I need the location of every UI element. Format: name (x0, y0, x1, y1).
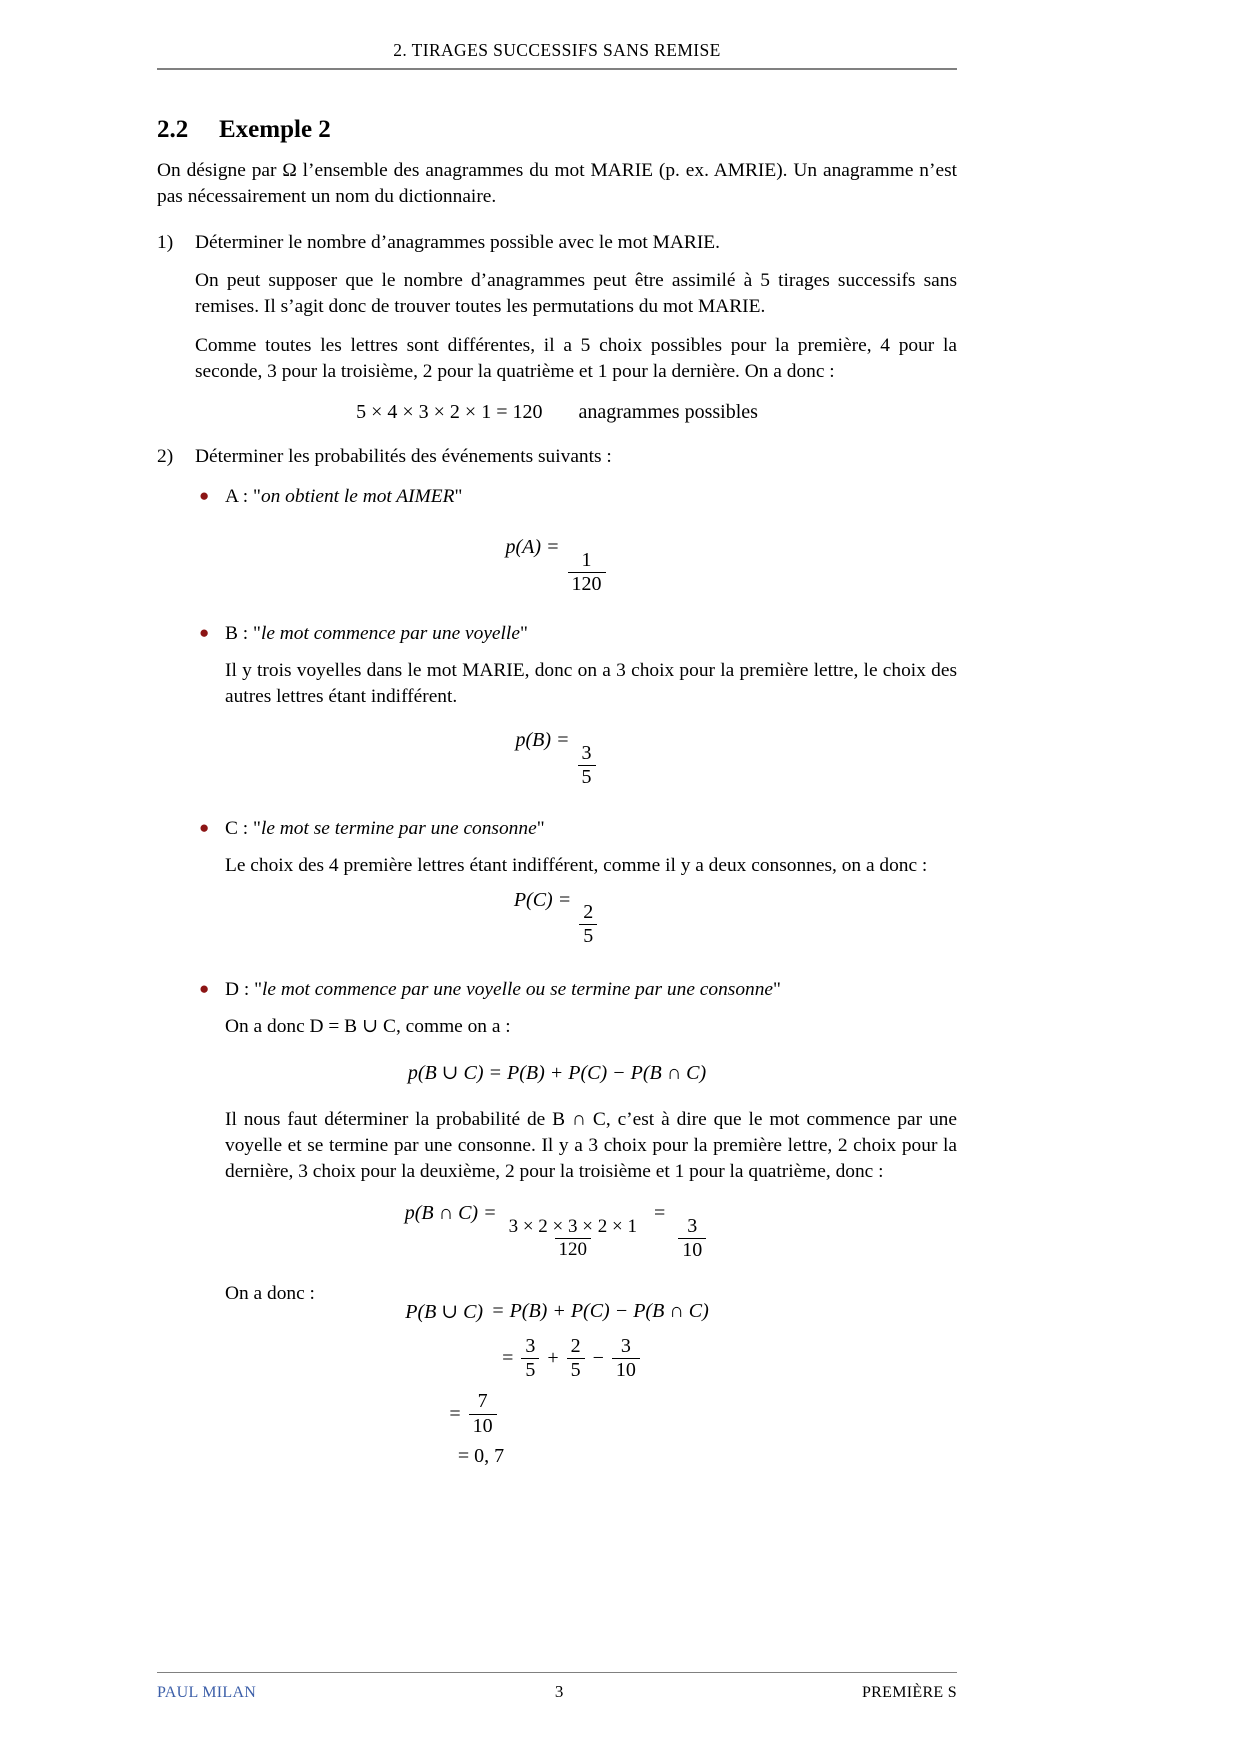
enum-number-2: 2) (157, 445, 174, 467)
equation-p-c (157, 889, 957, 948)
equation-intersection (157, 1202, 957, 1261)
answer-c-para: Le choix des 4 première lettres étant indifférent, comme il y a deux consonnes, on a donc : (225, 854, 928, 876)
fraction-intersection (505, 1217, 641, 1260)
answer-1-para-2: Comme toutes les lettres sont différentes, il a 5 choix possibles pour la première, 4 pour la seconde, 3 pour la troisième, 2 pour la quatrième et 1 pour la dernière. On a donc : (195, 334, 957, 382)
equation-final-minus: − (592, 1347, 604, 1370)
answer-intersection-para: Il nous faut déterminer la probabilité de B ∩ C, c’est à dire que le mot commence par une voyelle et se termine par une consonne. Il y a 3 choix pour la première lettre, 2 choix pour la dernière, 3 choix pour la deuxième, 2 pour la troisième et 1 pour la quatrième, donc : (225, 1109, 957, 1182)
fraction-p-b-numerator: 3 (581, 741, 592, 764)
answer-b-para: Il y trois voyelles dans le mot MARIE, donc on a 3 choix pour la première lettre, le choix des autres lettres étant indifférent. (225, 659, 957, 707)
fraction-p-a (568, 550, 606, 595)
bullet-item-b (199, 621, 957, 647)
bullet-dot-icon: ● (199, 622, 210, 642)
event-label-a: A : (225, 486, 254, 508)
quote-close-d: " (773, 979, 781, 1001)
footer-class-label: PREMIÈRE S (861, 1684, 957, 1701)
enum-statement-2: Déterminer les probabilités des événements suivants : (195, 445, 612, 467)
enum-statement-1: Déterminer le nombre d’anagrammes possible avec le mot MARIE. (195, 231, 720, 253)
page-header (157, 0, 957, 70)
footer-author: PAUL MILAN (157, 1684, 257, 1701)
event-label-d: D : (225, 979, 255, 1001)
fraction-p-c-numerator: 2 (583, 901, 594, 924)
equation-union (157, 1060, 957, 1085)
quote-open-d: " (254, 979, 263, 1001)
fraction-intersection-result-numerator: 3 (687, 1214, 698, 1237)
fraction-intersection-denominator: 120 (555, 1238, 592, 1260)
final-lead-in-text: On a donc : (225, 1283, 315, 1305)
footer-page-number: 3 (554, 1682, 564, 1701)
bullet-dot-icon: ● (199, 818, 210, 838)
fraction-intersection-result (678, 1216, 706, 1261)
enum-item-1 (157, 230, 957, 256)
fraction-p-c (579, 902, 597, 947)
header-rule (157, 68, 957, 70)
fraction-p-b-denominator: 5 (578, 765, 596, 788)
bullet-item-a (199, 484, 957, 510)
answer-c-block (225, 853, 957, 879)
answer-b-block (225, 658, 957, 710)
bullet-dot-icon: ● (199, 486, 210, 506)
fraction-two-fifths (567, 1336, 585, 1381)
fraction-three-fifths (521, 1336, 539, 1381)
fraction-p-b (578, 743, 596, 788)
equation-final-row-2-equals: = (502, 1347, 514, 1370)
quote-close-a: " (454, 486, 463, 508)
equation-final-plus: + (547, 1347, 559, 1370)
equation-anagrammes-expression: 5 × 4 × 3 × 2 × 1 = 120 (356, 400, 543, 423)
quote-close-c: " (536, 818, 545, 840)
bullet-item-c (199, 816, 957, 842)
quote-open-a: " (253, 486, 261, 508)
event-label-c: C : (225, 818, 254, 840)
bullet-item-d (199, 977, 957, 1003)
event-quote-d: le mot commence par une voyelle ou se termine par une consonne (262, 979, 774, 1001)
equation-union-expression: p(B ∪ C) = P(B) + P(C) − P(B ∩ C) (407, 1062, 707, 1085)
fraction-two-fifths-denominator: 5 (567, 1358, 585, 1381)
equation-intersection-lhs: p(B ∩ C) = (404, 1202, 497, 1225)
quote-close-b: " (519, 622, 528, 644)
equation-anagrammes (157, 401, 957, 424)
fraction-three-fifths-denominator: 5 (521, 1358, 539, 1381)
equation-p-a-lhs: p(A) = (505, 536, 560, 559)
fraction-three-fifths-numerator: 3 (525, 1335, 536, 1357)
event-quote-b: le mot commence par une voyelle (260, 622, 520, 644)
document-page (157, 0, 957, 1754)
quote-open-b: " (253, 622, 261, 644)
answer-d-block (225, 1014, 957, 1040)
fraction-seven-tenths-numerator: 7 (477, 1390, 488, 1413)
event-label-b: B : (225, 622, 254, 644)
bullet-text-c (225, 816, 957, 842)
equation-final-chain (157, 1300, 957, 1468)
fraction-p-a-numerator: 1 (581, 548, 592, 571)
section-number: 2.2 (157, 116, 189, 143)
equation-final-rhs: = P(B) + P(C) − P(B ∩ C) (491, 1300, 709, 1322)
fraction-three-tenths (612, 1336, 640, 1381)
equation-final-row-4 (458, 1445, 504, 1468)
answer-1-para-1: On peut supposer que le nombre d’anagrammes peut être assimilé à 5 tirages successifs sans remises. Il s’agit donc de trouver toutes les permutations du mot MARIE. (195, 270, 957, 318)
equation-final-decimal: = 0, 7 (457, 1444, 505, 1467)
equation-p-a (157, 536, 957, 595)
answer-d-para: On a donc D = B ∪ C, comme on a : (225, 1016, 511, 1038)
fraction-three-tenths-denominator: 10 (612, 1358, 640, 1381)
bullet-text-a (225, 484, 957, 510)
page-footer (157, 1672, 957, 1702)
equation-final-row-3-equals: = (449, 1402, 461, 1425)
bullet-text-b (225, 621, 957, 647)
equation-final-row-2 (497, 1336, 643, 1381)
equation-final-row-3 (444, 1391, 499, 1436)
fraction-seven-tenths-denominator: 10 (469, 1414, 497, 1437)
bullet-text-d (225, 977, 957, 1003)
running-title: 2. TIRAGES SUCCESSIFS SANS REMISE (393, 40, 721, 60)
fraction-intersection-result-denominator: 10 (678, 1238, 706, 1261)
event-quote-a: on obtient le mot AIMER (260, 486, 455, 508)
equation-final-lhs: P(B ∪ C) (405, 1301, 484, 1323)
enum-item-2 (157, 444, 957, 470)
section-heading (157, 116, 957, 144)
footer-row (157, 1682, 957, 1702)
equation-intersection-equals: = (653, 1202, 666, 1225)
fraction-p-c-denominator: 5 (579, 924, 597, 947)
fraction-three-tenths-numerator: 3 (620, 1335, 631, 1357)
fraction-two-fifths-numerator: 2 (570, 1335, 581, 1357)
event-quote-c: le mot se termine par une consonne (260, 818, 537, 840)
quote-open-c: " (253, 818, 261, 840)
bullet-dot-icon: ● (199, 979, 210, 999)
answer-intersection-block (225, 1107, 957, 1184)
answer-1-block (195, 268, 957, 384)
fraction-seven-tenths (469, 1391, 497, 1436)
section-title: Exemple 2 (219, 116, 331, 143)
equation-p-b (157, 729, 957, 788)
equation-p-c-lhs: P(C) = (513, 888, 572, 911)
fraction-p-a-denominator: 120 (568, 572, 606, 595)
fraction-intersection-numerator: 3 × 2 × 3 × 2 × 1 (508, 1215, 637, 1237)
enum-number-1: 1) (157, 231, 174, 253)
equation-anagrammes-comment: anagrammes possibles (578, 400, 758, 423)
intro-paragraph: On désigne par Ω l’ensemble des anagrammes du mot MARIE (p. ex. AMRIE). Un anagramme n’est pas nécessairement un nom du dictionnaire. (157, 160, 957, 207)
equation-final-row-1 (405, 1299, 709, 1324)
equation-p-b-lhs: p(B) = (515, 729, 570, 752)
footer-rule (157, 1672, 957, 1673)
